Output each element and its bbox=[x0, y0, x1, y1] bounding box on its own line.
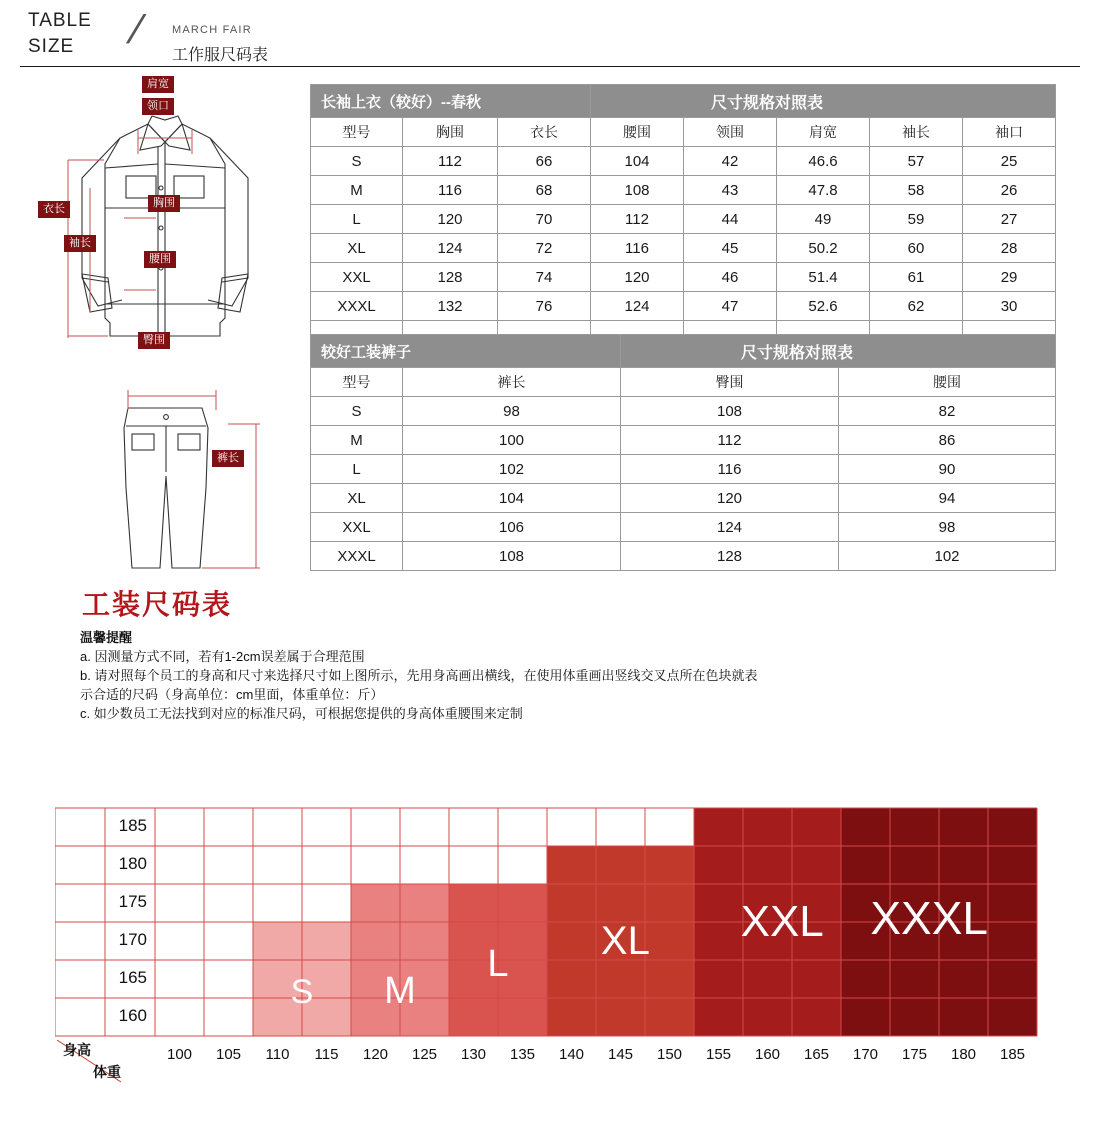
jacket-title-left: 长袖上衣（较好）--春秋 bbox=[311, 85, 591, 118]
size-label-XXXL: XXXL bbox=[870, 892, 988, 945]
cell: 120 bbox=[403, 205, 498, 234]
cell: S bbox=[311, 397, 403, 426]
garment-drawing bbox=[20, 68, 310, 578]
table-row bbox=[311, 147, 1056, 176]
cell: 128 bbox=[621, 542, 839, 571]
cell: 70 bbox=[498, 205, 591, 234]
x-tick-140: 140 bbox=[558, 1046, 585, 1063]
cell: 45 bbox=[684, 234, 777, 263]
cell: 47 bbox=[684, 292, 777, 321]
header-size-word: SIZE bbox=[28, 36, 75, 57]
cell: 98 bbox=[839, 513, 1056, 542]
cell: 124 bbox=[591, 292, 684, 321]
label-waist: 腰围 bbox=[144, 251, 176, 268]
cell: 62 bbox=[870, 292, 963, 321]
pants-table-header bbox=[311, 335, 1056, 368]
cell: 46 bbox=[684, 263, 777, 292]
cell: 61 bbox=[870, 263, 963, 292]
cell: 112 bbox=[591, 205, 684, 234]
jacket-title-right: 尺寸规格对照表 bbox=[591, 85, 1056, 118]
pants-col-0: 型号 bbox=[311, 368, 403, 397]
size-label-XL: XL bbox=[600, 918, 650, 963]
label-coat-length: 衣长 bbox=[38, 201, 70, 218]
note-line-b: b. 请对照每个员工的身高和尺寸来选择尺寸如上图所示，先用身高画出横线，在使用体重画出竖线交叉点所在色块就表 bbox=[80, 668, 758, 683]
x-tick-160: 160 bbox=[754, 1046, 781, 1063]
table-row bbox=[311, 542, 1056, 571]
cell: 74 bbox=[498, 263, 591, 292]
cell: 120 bbox=[621, 484, 839, 513]
y-tick-160: 160 bbox=[118, 1006, 147, 1025]
cell: 47.8 bbox=[777, 176, 870, 205]
size-label-S: S bbox=[290, 972, 314, 1011]
cell: 120 bbox=[591, 263, 684, 292]
x-tick-100: 100 bbox=[166, 1046, 193, 1063]
cell: 116 bbox=[621, 455, 839, 484]
y-tick-185: 185 bbox=[118, 816, 147, 835]
cell: 116 bbox=[403, 176, 498, 205]
cell: 26 bbox=[963, 176, 1056, 205]
pants-title-left: 较好工装裤子 bbox=[311, 335, 621, 368]
cell: 112 bbox=[403, 147, 498, 176]
jacket-col-4: 领围 bbox=[684, 118, 777, 147]
jacket-table-header bbox=[311, 85, 1056, 118]
size-label-XXL: XXL bbox=[740, 896, 824, 946]
pants-col-3: 腰围 bbox=[839, 368, 1056, 397]
jacket-col-3: 腰围 bbox=[591, 118, 684, 147]
page-header bbox=[20, 8, 1080, 67]
label-shoulder-width: 肩宽 bbox=[142, 76, 174, 93]
x-tick-120: 120 bbox=[362, 1046, 389, 1063]
table-row bbox=[311, 426, 1056, 455]
x-tick-180: 180 bbox=[950, 1046, 977, 1063]
x-tick-170: 170 bbox=[852, 1046, 879, 1063]
cell: 43 bbox=[684, 176, 777, 205]
cell: L bbox=[311, 455, 403, 484]
label-chest: 胸围 bbox=[148, 195, 180, 212]
cell: 52.6 bbox=[777, 292, 870, 321]
table-row bbox=[311, 455, 1056, 484]
cell: 68 bbox=[498, 176, 591, 205]
cell: 60 bbox=[870, 234, 963, 263]
cell: 27 bbox=[963, 205, 1056, 234]
cell: 49 bbox=[777, 205, 870, 234]
table-row bbox=[311, 513, 1056, 542]
notes-block bbox=[80, 628, 1040, 723]
garment-illustration bbox=[20, 68, 310, 578]
cell: 30 bbox=[963, 292, 1056, 321]
cell: 128 bbox=[403, 263, 498, 292]
cell: 72 bbox=[498, 234, 591, 263]
table-row bbox=[311, 176, 1056, 205]
cell: 124 bbox=[621, 513, 839, 542]
x-tick-130: 130 bbox=[460, 1046, 487, 1063]
cell: 42 bbox=[684, 147, 777, 176]
jacket-column-headers bbox=[311, 118, 1056, 147]
cell: 112 bbox=[621, 426, 839, 455]
cell: 106 bbox=[403, 513, 621, 542]
table-row bbox=[311, 292, 1056, 321]
pants-col-1: 裤长 bbox=[403, 368, 621, 397]
cell: XXXL bbox=[311, 292, 403, 321]
x-tick-110: 110 bbox=[265, 1046, 290, 1063]
header-subtitle: 工作服尺码表 bbox=[172, 47, 269, 64]
label-hip: 臀围 bbox=[138, 332, 170, 349]
cell: 102 bbox=[403, 455, 621, 484]
axis-label-height: 身高 bbox=[63, 1042, 91, 1058]
y-tick-170: 170 bbox=[118, 930, 147, 949]
y-tick-180: 180 bbox=[118, 854, 147, 873]
cell: 76 bbox=[498, 292, 591, 321]
cell: 116 bbox=[591, 234, 684, 263]
jacket-col-2: 衣长 bbox=[498, 118, 591, 147]
jacket-col-7: 袖口 bbox=[963, 118, 1056, 147]
cell: 58 bbox=[870, 176, 963, 205]
pants-col-2: 臀围 bbox=[621, 368, 839, 397]
cell: XL bbox=[311, 234, 403, 263]
x-tick-115: 115 bbox=[314, 1046, 339, 1063]
cell: 124 bbox=[403, 234, 498, 263]
axis-label-weight: 体重 bbox=[93, 1064, 121, 1080]
header-table-word: TABLE bbox=[28, 10, 92, 31]
jacket-col-1: 胸围 bbox=[403, 118, 498, 147]
pants-title-right: 尺寸规格对照表 bbox=[621, 335, 1056, 368]
table-row bbox=[311, 397, 1056, 426]
x-tick-125: 125 bbox=[411, 1046, 438, 1063]
cell: 66 bbox=[498, 147, 591, 176]
cell: 108 bbox=[621, 397, 839, 426]
cell: 25 bbox=[963, 147, 1056, 176]
cell: XL bbox=[311, 484, 403, 513]
cell: M bbox=[311, 426, 403, 455]
header-slash-divider: / bbox=[123, 8, 149, 52]
size-label-M: M bbox=[384, 969, 416, 1012]
cell: 104 bbox=[403, 484, 621, 513]
cell: S bbox=[311, 147, 403, 176]
table-row bbox=[311, 263, 1056, 292]
y-tick-165: 165 bbox=[118, 968, 147, 987]
cell: 51.4 bbox=[777, 263, 870, 292]
cell: 132 bbox=[403, 292, 498, 321]
table-row bbox=[311, 484, 1056, 513]
cell: M bbox=[311, 176, 403, 205]
y-tick-175: 175 bbox=[118, 892, 147, 911]
pants-column-headers bbox=[311, 368, 1056, 397]
cell: 98 bbox=[403, 397, 621, 426]
cell: 100 bbox=[403, 426, 621, 455]
table-row bbox=[311, 234, 1056, 263]
cell: 46.6 bbox=[777, 147, 870, 176]
cell: XXL bbox=[311, 263, 403, 292]
table-row bbox=[311, 205, 1056, 234]
axis-corner-label bbox=[55, 1038, 165, 1084]
cell: 29 bbox=[963, 263, 1056, 292]
cell: 94 bbox=[839, 484, 1056, 513]
note-line-c: c. 如少数员工无法找到对应的标准尺码，可根据您提供的身高体重腰围来定制 bbox=[80, 706, 523, 721]
cell: 50.2 bbox=[777, 234, 870, 263]
note-line-a: a. 因测量方式不同，若有1-2cm误差属于合理范围 bbox=[80, 649, 365, 664]
cell: 108 bbox=[591, 176, 684, 205]
cell: XXXL bbox=[311, 542, 403, 571]
size-label-L: L bbox=[487, 942, 509, 985]
cell: 28 bbox=[963, 234, 1056, 263]
x-tick-175: 175 bbox=[901, 1046, 928, 1063]
x-tick-150: 150 bbox=[656, 1046, 683, 1063]
jacket-col-5: 肩宽 bbox=[777, 118, 870, 147]
cell: 102 bbox=[839, 542, 1056, 571]
cell: 59 bbox=[870, 205, 963, 234]
x-tick-135: 135 bbox=[509, 1046, 536, 1063]
x-tick-145: 145 bbox=[607, 1046, 634, 1063]
section-title: 工装尺码表 bbox=[82, 589, 233, 620]
x-tick-185: 185 bbox=[999, 1046, 1026, 1063]
label-pants-length: 裤长 bbox=[212, 450, 244, 467]
label-sleeve-length: 袖长 bbox=[64, 235, 96, 252]
cell: 86 bbox=[839, 426, 1056, 455]
cell: XXL bbox=[311, 513, 403, 542]
x-tick-165: 165 bbox=[803, 1046, 830, 1063]
jacket-col-0: 型号 bbox=[311, 118, 403, 147]
cell: 44 bbox=[684, 205, 777, 234]
note-line-b2: 示合适的尺码（身高单位：cm里面，体重单位：斤） bbox=[80, 687, 384, 702]
cell: 57 bbox=[870, 147, 963, 176]
cell: 82 bbox=[839, 397, 1056, 426]
x-tick-105: 105 bbox=[215, 1046, 242, 1063]
x-tick-155: 155 bbox=[705, 1046, 732, 1063]
cell: L bbox=[311, 205, 403, 234]
header-brand: MARCH FAIR bbox=[172, 24, 252, 36]
cell: 104 bbox=[591, 147, 684, 176]
cell: 108 bbox=[403, 542, 621, 571]
cell: 90 bbox=[839, 455, 1056, 484]
jacket-size-table bbox=[310, 84, 1056, 346]
jacket-col-6: 袖长 bbox=[870, 118, 963, 147]
notes-heading: 温馨提醒 bbox=[80, 630, 133, 645]
label-collar: 领口 bbox=[142, 98, 174, 115]
pants-size-table bbox=[310, 334, 1056, 571]
